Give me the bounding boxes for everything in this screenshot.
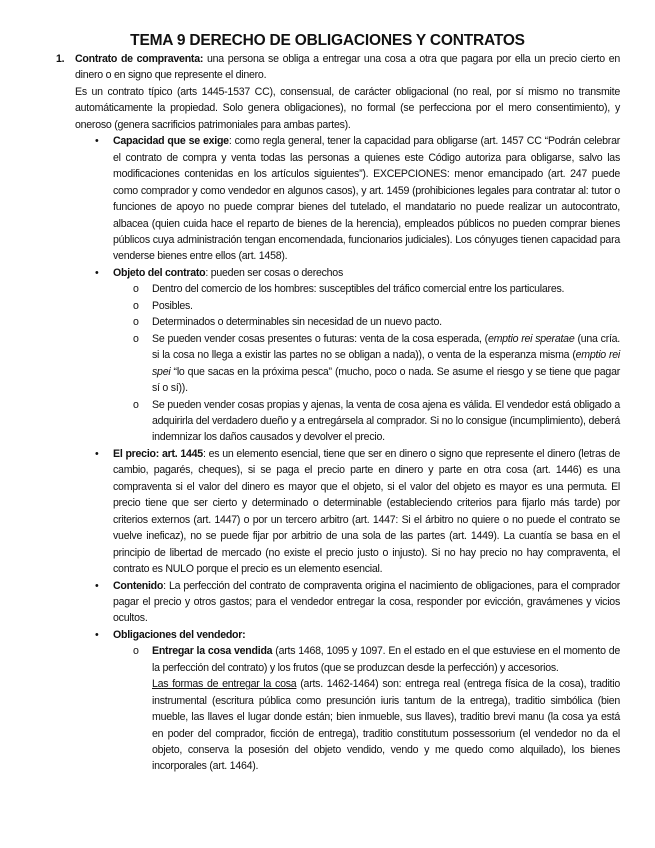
subitem-text-part: “lo que sacas en la próxima pesca” (mucho, poco o nada. Se asume el riesgo y se tiene que pagar sí o sí)). — [152, 365, 620, 395]
section-contrato-compraventa — [56, 51, 620, 133]
subitem-cosa-ajena — [133, 397, 620, 446]
bullet-icon: • — [95, 266, 99, 279]
circle-bullet-icon: o — [133, 398, 139, 411]
bullet-body: : La perfección del contrato de compraventa origina el nacimiento de obligaciones, para el comprador pagar el precio y otros gastos; para el vendedor entregar la cosa, responder por evicción, gravámenes y vicios ocultos. — [113, 579, 620, 625]
subitem-cosas-futuras — [133, 331, 621, 397]
section-intro-text: una persona se obliga a entregar una cosa a otra que pagara por ella un precio cierto en dinero o en signo que represente el dinero. — [75, 53, 620, 82]
bullet-icon: • — [95, 628, 99, 641]
bullet-precio — [95, 446, 620, 578]
subitem-text: Se pueden vender cosas propias y ajenas, la venta de cosa ajena es válida. El vendedor está obligado a adquirirla del verdadero dueño y a entregársela al comprador. Si no lo consigue (incumplimiento), deberá indemnizar los daños causados y devolver el precio. — [152, 398, 620, 444]
bullet-heading: Obligaciones del vendedor: — [113, 628, 246, 641]
subitem-text: Determinados o determinables sin necesidad de un nuevo pacto. — [152, 316, 442, 329]
bullet-contenido — [95, 578, 620, 627]
subitem-text: Dentro del comercio de los hombres: susceptibles del tráfico comercial entre los particulares. — [152, 283, 565, 296]
subitem-comercio — [133, 281, 620, 297]
subitem-text — [152, 331, 620, 397]
bullet-text — [113, 627, 620, 643]
bullet-body: : como regla general, tener la capacidad para obligarse (art. 1457 CC “Podrán celebrar el contrato de compra y venta todas las personas a quienes este Código autoriza para obligarse, salvo las modificaciones contenidas en los artículos siguientes”). EXCEPCIONES: menor emancipado (art. 247 puede como comprador y como vendedor en algunos casos), y art. 1459 (prohibiciones legales para contratar al: tutor o funciones de apoyo no puede comprar bienes del tutelado, el mandatario no puede realizar un autocontrato, albacea (quien cuida hace el reparto de bienes de la herencia), empleados públicos no pueden comprar bienes públicos cuya administración tengan encomendada, funcionarios judiciales). Los cónyuges tienen capacidad para venderse bienes entre ellos (art. 1458). — [113, 135, 620, 263]
section-paragraph: Es un contrato típico (arts 1445-1537 CC), consensual, de carácter obligacional (no real, por sí mismo no transmite automáticamente la propiedad. Solo genera obligaciones), no formal (se perfecciona por el mero consentimiento), y oneroso (genera sacrificios patrimoniales para ambas partes). — [75, 85, 620, 131]
bullet-text — [113, 133, 620, 265]
paragraph-body: (arts. 1462-1464) son: entrega real (entrega física de la cosa), traditio instrumental (escritura pública como presunción iuris tantum de la entrega), traditio simbólica (bien mueble, las llaves el lugar donde están; bien inmueble, sus llaves), traditio brevi manu (la cosa ya está en poder del comprador, ficción de entrega), traditio constitutum possessorium (el vendedor no da el objeto, conserva la posesión del objeto vendido, vendo y me quedo como alquilado), los bienes incorporales (art. 1464). — [152, 678, 620, 773]
bullet-text — [113, 446, 620, 578]
bullet-objeto — [95, 265, 620, 281]
bullet-heading: Capacidad que se exige — [113, 135, 229, 148]
subitem-text: Posibles. — [152, 299, 193, 312]
bullet-body: : es un elemento esencial, tiene que ser en dinero o signo que represente el dinero (letras de cambio, pagarés, cheques), si se paga el precio parte en dinero y parte en otra cosa (art. 1446) es una compraventa si el valor del dinero es mayor que el objeto, si el valor del objeto es mayor es una permuta. El precio tiene que ser cierto y determinado o determinable (estableciendo criterios para fijarlo más tarde) por criterios externos (art. 1447) o por un tercero arbitro (art. 1447: Si el árbitro no quiere o no puede el contrato se vuelve ineficaz), no se puede fijar por arbitrio de una sola de las partes (art. 1449). La cuantía se basa en el principio de libertad de mercado (no existe el precio justo o injusto). Si no hay precio no hay compraventa, el contrato es NULO porque el precio es un elemento esencial. — [113, 447, 620, 576]
section-heading: Contrato de compraventa: — [75, 53, 204, 65]
circle-bullet-icon: o — [133, 283, 139, 296]
subitem-entregar-cosa — [133, 643, 620, 676]
subitem-determinados — [133, 314, 620, 330]
circle-bullet-icon: o — [133, 316, 139, 329]
formas-entrega-paragraph — [152, 676, 620, 775]
subitem-posibles — [133, 298, 620, 314]
bullet-capacidad — [95, 133, 620, 265]
section-intro — [75, 51, 620, 84]
subitem-heading: Entregar la cosa vendida — [152, 645, 273, 658]
circle-bullet-icon: o — [133, 645, 139, 658]
bullet-icon: • — [95, 447, 99, 460]
subitem-text-part: Se pueden vender cosas presentes o futuras: venta de la cosa esperada, ( — [152, 332, 488, 345]
subitem-text-part: (una cría. si la cosa no llega a existir las partes no se obligan a nada)), o venta de la esperanza misma ( — [152, 332, 620, 362]
bullet-heading: Objeto del contrato — [113, 266, 206, 279]
circle-bullet-icon: o — [133, 299, 139, 312]
document-body — [0, 51, 655, 775]
underlined-term: Las formas de entregar la cosa — [152, 678, 297, 691]
bullet-heading: El precio: art. 1445 — [113, 447, 203, 460]
bullet-text — [113, 578, 620, 627]
bullet-text — [113, 265, 620, 281]
subitem-body: (arts 1468, 1095 y 1097. En el estado en el que estuviese en el momento de la perfección del contrato) y los frutos (que se produzcan desde la perfección) y accesorios. — [152, 645, 620, 674]
circle-bullet-icon: o — [133, 332, 139, 345]
bullet-heading: Contenido — [113, 579, 164, 592]
latin-term: emptio rei spei — [152, 349, 621, 378]
bullet-icon: • — [95, 135, 99, 148]
subitem-text — [152, 643, 620, 676]
bullet-body: : pueden ser cosas o derechos — [205, 266, 343, 279]
document-title: TEMA 9 DERECHO DE OBLIGACIONES Y CONTRATOS — [130, 32, 525, 49]
bullet-icon: • — [95, 579, 99, 592]
section-number: 1. — [56, 53, 65, 65]
bullet-obligaciones-vendedor — [95, 627, 620, 643]
latin-term: emptio rei speratae — [487, 332, 575, 345]
